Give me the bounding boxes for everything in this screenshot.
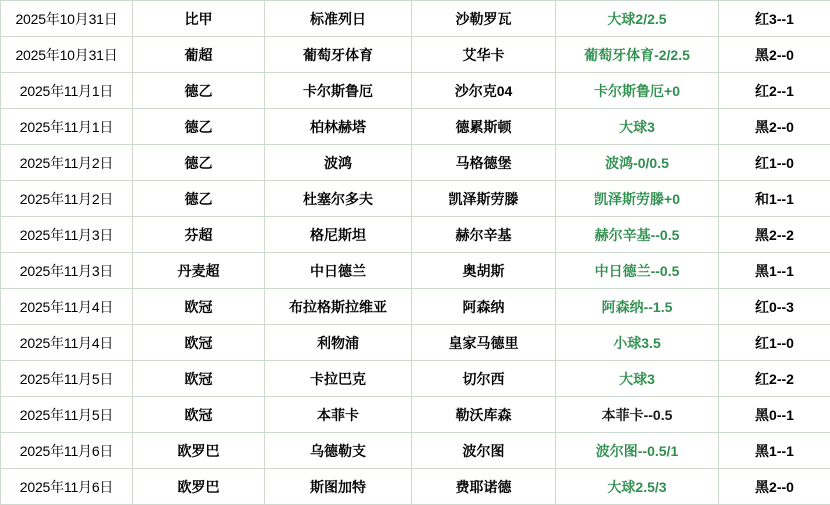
cell-away-team[interactable]: 德累斯顿 — [412, 109, 556, 145]
cell-result[interactable]: 黑2--0 — [719, 37, 830, 73]
cell-home-team[interactable]: 卡拉巴克 — [265, 361, 412, 397]
cell-handicap[interactable]: 波鸿-0/0.5 — [556, 145, 719, 181]
cell-date[interactable]: 2025年11月3日 — [1, 253, 133, 289]
table-row[interactable] — [1, 109, 830, 145]
cell-handicap[interactable]: 葡萄牙体育-2/2.5 — [556, 37, 719, 73]
cell-result[interactable]: 黑0--1 — [719, 397, 830, 433]
cell-date[interactable]: 2025年11月4日 — [1, 289, 133, 325]
table-row[interactable] — [1, 37, 830, 73]
cell-date[interactable]: 2025年11月3日 — [1, 217, 133, 253]
cell-league[interactable]: 欧罗巴 — [133, 433, 265, 469]
cell-handicap[interactable]: 卡尔斯鲁厄+0 — [556, 73, 719, 109]
cell-away-team[interactable]: 切尔西 — [412, 361, 556, 397]
cell-league[interactable]: 德乙 — [133, 181, 265, 217]
cell-date[interactable]: 2025年11月6日 — [1, 469, 133, 505]
cell-home-team[interactable]: 卡尔斯鲁厄 — [265, 73, 412, 109]
cell-result[interactable]: 红1--0 — [719, 145, 830, 181]
cell-league[interactable]: 欧冠 — [133, 289, 265, 325]
table-row[interactable] — [1, 181, 830, 217]
cell-league[interactable]: 葡超 — [133, 37, 265, 73]
cell-result[interactable]: 红0--3 — [719, 289, 830, 325]
cell-result[interactable]: 黑2--2 — [719, 217, 830, 253]
table-row[interactable] — [1, 361, 830, 397]
cell-home-team[interactable]: 格尼斯坦 — [265, 217, 412, 253]
cell-date[interactable]: 2025年11月2日 — [1, 181, 133, 217]
cell-home-team[interactable]: 乌德勒支 — [265, 433, 412, 469]
cell-home-team[interactable]: 柏林赫塔 — [265, 109, 412, 145]
table-row[interactable] — [1, 397, 830, 433]
cell-result[interactable]: 黑2--0 — [719, 469, 830, 505]
cell-handicap[interactable]: 凯泽斯劳滕+0 — [556, 181, 719, 217]
cell-away-team[interactable]: 凯泽斯劳滕 — [412, 181, 556, 217]
cell-league[interactable]: 欧罗巴 — [133, 469, 265, 505]
table-body — [1, 1, 830, 505]
cell-result[interactable]: 红2--1 — [719, 73, 830, 109]
cell-league[interactable]: 欧冠 — [133, 361, 265, 397]
table-row[interactable] — [1, 145, 830, 181]
cell-date[interactable]: 2025年11月1日 — [1, 73, 133, 109]
cell-home-team[interactable]: 斯图加特 — [265, 469, 412, 505]
table-row[interactable] — [1, 469, 830, 505]
table-row[interactable] — [1, 73, 830, 109]
cell-handicap[interactable]: 大球3 — [556, 109, 719, 145]
cell-league[interactable]: 德乙 — [133, 145, 265, 181]
cell-date[interactable]: 2025年10月31日 — [1, 1, 133, 37]
cell-home-team[interactable]: 利物浦 — [265, 325, 412, 361]
cell-away-team[interactable]: 波尔图 — [412, 433, 556, 469]
cell-league[interactable]: 丹麦超 — [133, 253, 265, 289]
cell-date[interactable]: 2025年11月4日 — [1, 325, 133, 361]
table-row[interactable] — [1, 253, 830, 289]
cell-date[interactable]: 2025年10月31日 — [1, 37, 133, 73]
cell-away-team[interactable]: 沙尔克04 — [412, 73, 556, 109]
cell-home-team[interactable]: 波鸿 — [265, 145, 412, 181]
cell-handicap[interactable]: 赫尔辛基--0.5 — [556, 217, 719, 253]
cell-away-team[interactable]: 皇家马德里 — [412, 325, 556, 361]
cell-home-team[interactable]: 本菲卡 — [265, 397, 412, 433]
cell-result[interactable]: 黑1--1 — [719, 253, 830, 289]
cell-date[interactable]: 2025年11月5日 — [1, 361, 133, 397]
cell-away-team[interactable]: 奥胡斯 — [412, 253, 556, 289]
cell-home-team[interactable]: 标准列日 — [265, 1, 412, 37]
cell-away-team[interactable]: 马格德堡 — [412, 145, 556, 181]
cell-handicap[interactable]: 小球3.5 — [556, 325, 719, 361]
cell-handicap[interactable]: 大球2/2.5 — [556, 1, 719, 37]
cell-date[interactable]: 2025年11月5日 — [1, 397, 133, 433]
table-row[interactable] — [1, 433, 830, 469]
table-row[interactable] — [1, 325, 830, 361]
cell-away-team[interactable]: 赫尔辛基 — [412, 217, 556, 253]
cell-date[interactable]: 2025年11月6日 — [1, 433, 133, 469]
table-row[interactable] — [1, 217, 830, 253]
cell-result[interactable]: 红3--1 — [719, 1, 830, 37]
cell-result[interactable]: 红2--2 — [719, 361, 830, 397]
cell-league[interactable]: 欧冠 — [133, 397, 265, 433]
cell-handicap[interactable]: 中日德兰--0.5 — [556, 253, 719, 289]
cell-league[interactable]: 芬超 — [133, 217, 265, 253]
cell-handicap[interactable]: 本菲卡--0.5 — [556, 397, 719, 433]
table-row[interactable] — [1, 1, 830, 37]
cell-home-team[interactable]: 葡萄牙体育 — [265, 37, 412, 73]
cell-away-team[interactable]: 艾华卡 — [412, 37, 556, 73]
cell-date[interactable]: 2025年11月1日 — [1, 109, 133, 145]
cell-result[interactable]: 黑1--1 — [719, 433, 830, 469]
cell-home-team[interactable]: 中日德兰 — [265, 253, 412, 289]
cell-league[interactable]: 德乙 — [133, 73, 265, 109]
cell-away-team[interactable]: 沙勒罗瓦 — [412, 1, 556, 37]
cell-date[interactable]: 2025年11月2日 — [1, 145, 133, 181]
cell-handicap[interactable]: 波尔图--0.5/1 — [556, 433, 719, 469]
cell-away-team[interactable]: 阿森纳 — [412, 289, 556, 325]
cell-home-team[interactable]: 杜塞尔多夫 — [265, 181, 412, 217]
cell-league[interactable]: 德乙 — [133, 109, 265, 145]
cell-result[interactable]: 黑2--0 — [719, 109, 830, 145]
cell-result[interactable]: 和1--1 — [719, 181, 830, 217]
cell-handicap[interactable]: 阿森纳--1.5 — [556, 289, 719, 325]
cell-away-team[interactable]: 勒沃库森 — [412, 397, 556, 433]
cell-league[interactable]: 欧冠 — [133, 325, 265, 361]
cell-result[interactable]: 红1--0 — [719, 325, 830, 361]
table-row[interactable] — [1, 289, 830, 325]
cell-away-team[interactable]: 费耶诺德 — [412, 469, 556, 505]
cell-handicap[interactable]: 大球3 — [556, 361, 719, 397]
cell-handicap[interactable]: 大球2.5/3 — [556, 469, 719, 505]
cell-league[interactable]: 比甲 — [133, 1, 265, 37]
cell-home-team[interactable]: 布拉格斯拉维亚 — [265, 289, 412, 325]
